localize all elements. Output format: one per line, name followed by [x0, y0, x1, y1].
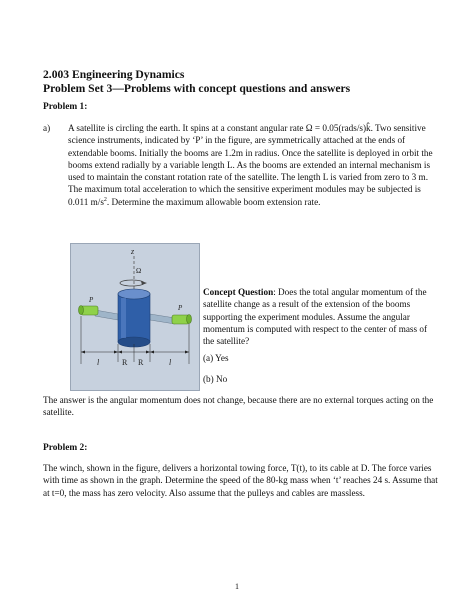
problem-1-text-middle: . Two sensitive science instruments, indicated by ‘P’ in the figure, are symmetrically attached at the ends of extendable booms. Initially the booms are 1.2m in radius. Once the satellite is deployed in orbit the booms extend radially by a variable length L. As the booms are extended an internal mechanism is used to maintain the constant rotation rate of the satellite. The length L is varied from zero to 3 m. The maximum total acceleration to which the sensitive experiment modules may be subjected is 0.011 m/s	[68, 123, 433, 207]
problem-1-text-start: A satellite is circling the earth. It spins at a constant angular rate	[68, 123, 306, 133]
satellite-illustration	[71, 244, 201, 392]
r-left-label: R	[122, 358, 128, 367]
p-right-label: P	[178, 304, 183, 312]
z-axis-label: z	[131, 247, 135, 256]
angular-rate-formula: Ω = 0.05(rads/s)k̂	[305, 123, 371, 133]
problem-2-text: The winch, shown in the figure, delivers a horizontal towing force, T(t), to its cable at D. The force varies with time as shown in the graph. Determine the speed of the 80-kg mass when ‘t’ reaches 24 s. Assume that at t=0, the mass has zero velocity. Also assume that the pulleys and cables are massless.	[43, 463, 438, 498]
omega-label: Ω	[136, 267, 142, 275]
concept-question-label: Concept Question	[203, 287, 274, 297]
option-b: (b) No	[203, 374, 228, 384]
satellite-figure	[70, 243, 200, 391]
document-subtitle: Problem Set 3—Problems with concept questions and answers	[43, 82, 351, 95]
option-a: (a) Yes	[203, 353, 229, 363]
l-right-label: l	[169, 358, 172, 367]
concept-question	[203, 286, 428, 347]
page-number: 1	[235, 582, 239, 591]
problem-2-heading: Problem 2:	[43, 443, 88, 453]
l-left-label: l	[97, 358, 100, 367]
r-right-label: R	[138, 358, 144, 367]
accel-exponent: 2	[103, 196, 107, 203]
concept-question-text: : Does the total angular momentum of the satellite change as a result of the extension of the booms supporting the experiment modules. Assume the angular momentum is computed with respect to the center of mass of the satellite?	[203, 287, 428, 347]
problem-1-text	[68, 122, 433, 208]
problem-1-text-end: . Determine the maximum allowable boom extension rate.	[106, 196, 321, 207]
p-left-label: P	[89, 296, 94, 304]
problem-1-heading: Problem 1:	[43, 102, 88, 112]
answer-text: The answer is the angular momentum does not change, because there are no external torques acting on the satellite.	[43, 395, 434, 418]
document-title: 2.003 Engineering Dynamics	[43, 68, 185, 81]
item-label: a)	[43, 123, 51, 133]
